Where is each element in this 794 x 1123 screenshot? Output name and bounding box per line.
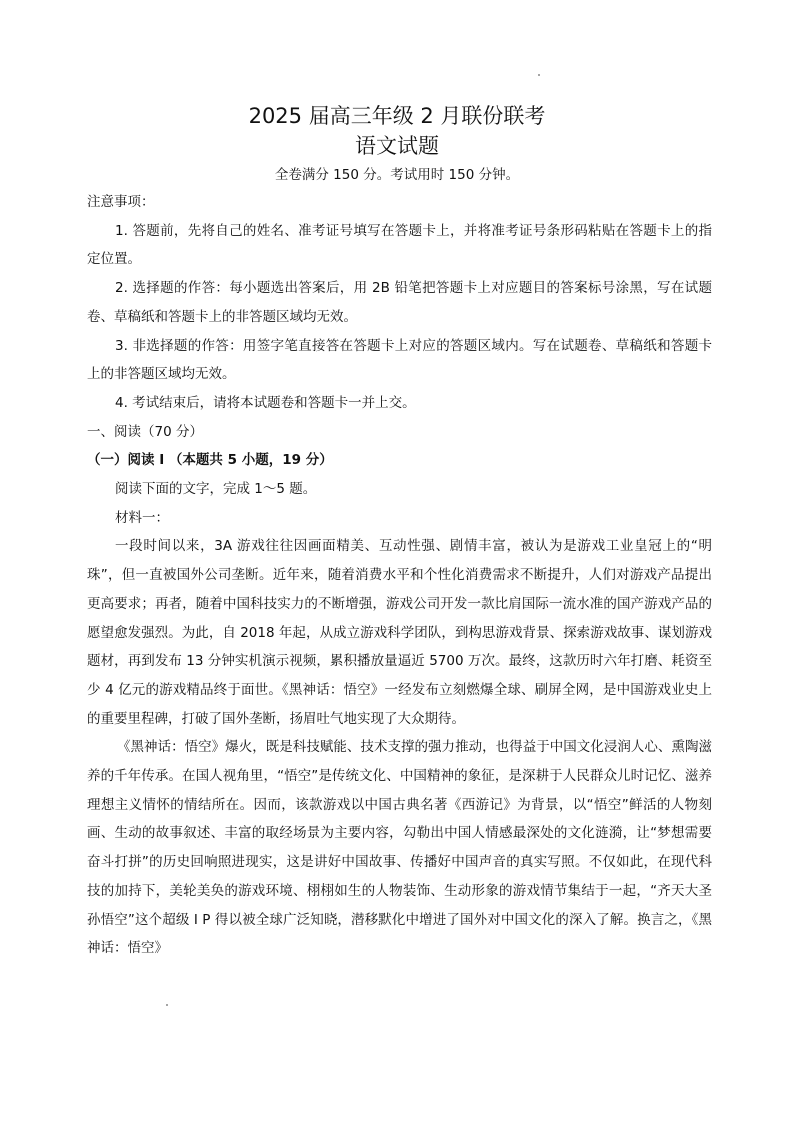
exam-title: 2025 届高三年级 2 月联份联考 [248,104,546,128]
material-label: 材料一： [115,509,169,526]
scan-dot-bottom [166,1004,168,1006]
note-item-2: 2. 选择题的作答：每小题选出答案后，用 2B 铅笔把答题卡上对应题目的答案标号涂黑，写在试题卷、草稿纸和答题卡上的非答题区域均无效。 [87,280,712,325]
material-paragraph-2: 《黑神话：悟空》爆火，既是科技赋能、技术支撑的强力推动，也得益于中国文化浸润人心、熏陶滋养的千年传承。在国人视角里，“悟空”是传统文化、中国精神的象征，是深耕于人民群众儿时记忆、滋养理想主义情怀的情结所在。因而，该款游戏以中国古典名著《西游记》为背景，以“悟空”鲜活的人物刻画、生动的故事叙述、丰富的取经场景为主要内容，勾勒出中国人情感最深处的文化涟漪，让“梦想需要奋斗打拼”的历史回响照进现实，这是讲好中国故事、传播好中国声音的真实写照。不仅如此，在现代科技的加持下，美轮美奂的游戏环境、栩栩如生的人物装饰、生动形象的游戏情节集结于一起，“齐天大圣孙悟空”这个超级 I P 得以被全球广泛知晓，潜移默化中增进了国外对中国文化的深入了解。换言之，《黑神话：悟空》 [87,739,712,957]
exam-info: 全卷满分 150 分。考试用时 150 分钟。 [274,167,520,183]
subsection-heading: （一）阅读 I （本题共 5 小题，19 分） [87,452,333,469]
notes-heading: 注意事项： [87,194,155,210]
note-item-4: 4. 考试结束后，请将本试题卷和答题卡一并上交。 [115,394,416,411]
note-item-3: 3. 非选择题的作答：用签字笔直接答在答题卡上对应的答题区域内。写在试题卷、草稿纸和答题卡上的非答题区域均无效。 [87,337,712,383]
section-heading: 一、阅读（70 分） [87,423,203,440]
subject-title: 语文试题 [355,134,439,158]
reading-instruction: 阅读下面的文字，完成 1～5 题。 [115,481,317,498]
notes-block [87,188,712,963]
material-paragraph-1: 一段时间以来，3A 游戏往往因画面精美、互动性强、剧情丰富，被认为是游戏工业皇冠上的“明珠”，但一直被国外公司垄断。近年来，随着消费水平和个性化消费需求不断提升，人们对游戏产品提出更高要求；再者，随着中国科技实力的不断增强，游戏公司开发一款比肩国际一流水准的国产游戏产品的愿望愈发强烈。为此，自 2018 年起，从成立游戏科学团队，到构思游戏背景、探索游戏故事、谋划游戏题材，再到发布 13 分钟实机演示视频，累积播放量逼近 5700 万次。最终，这款历时六年打磨、耗资至少 4 亿元的游戏精品终于面世。《黑神话：悟空》一经发布立刻燃爆全球、刷屏全网，是中国游戏业史上的重要里程碑，打破了国外垄断，扬眉吐气地实现了大众期待。 [87,538,712,727]
scan-dot-top [538,74,540,76]
note-item-1: 1. 答题前，先将自己的姓名、准考证号填写在答题卡上，并将准考证号条形码粘贴在答题卡上的指定位置。 [87,222,712,268]
